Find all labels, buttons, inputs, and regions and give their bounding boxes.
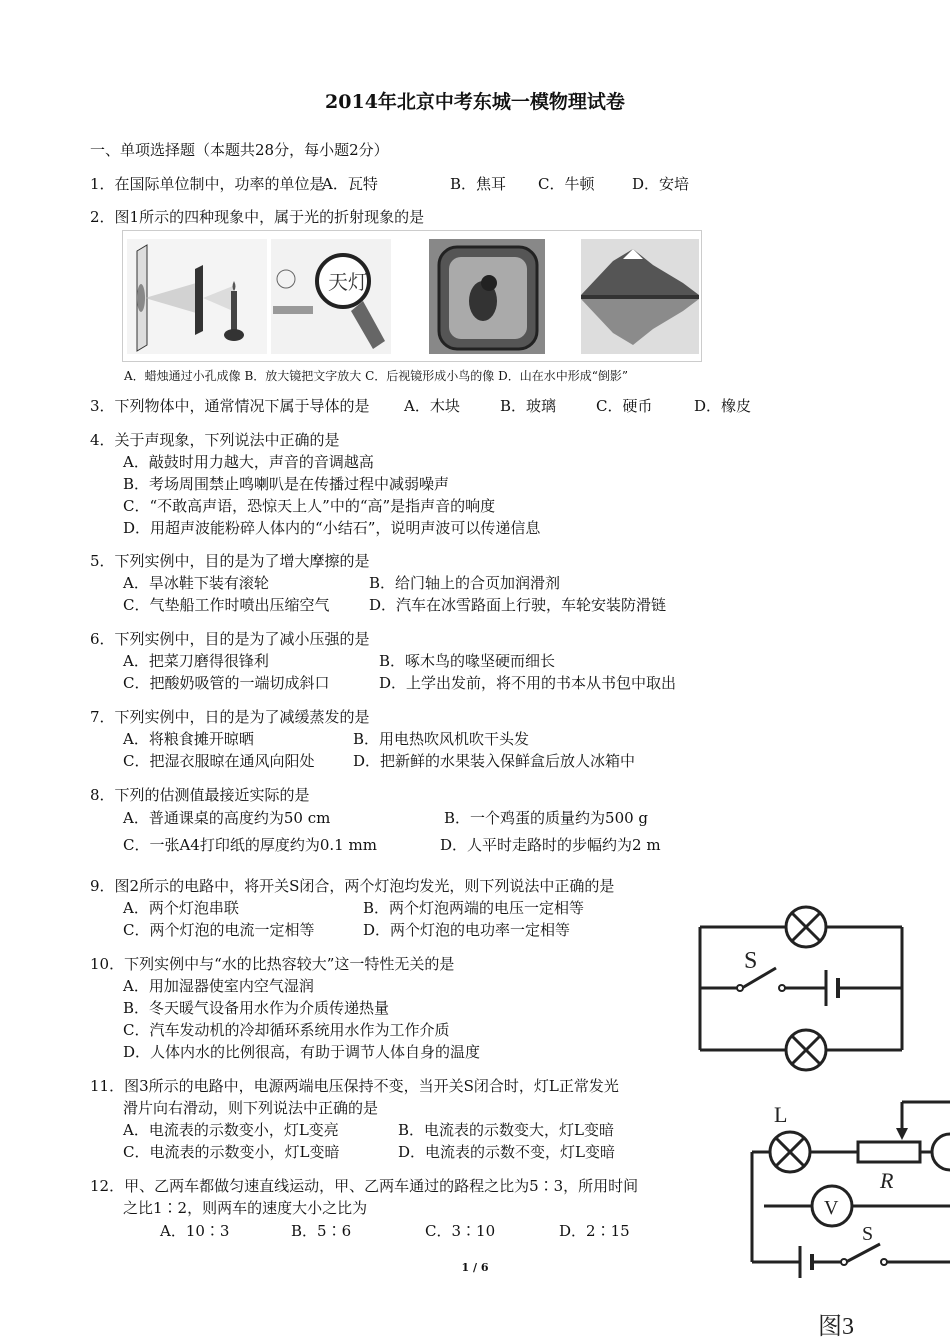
q11-stem-line1: 11．图3所示的电路中，电源两端电压保持不变，当开关S闭合时，灯L正常发光 — [90, 1077, 619, 1095]
q9-option-b: B．两个灯泡两端的电压一定相等 — [363, 899, 585, 917]
q8-option-c: C．一张A4打印纸的厚度约为0.1 mm — [123, 836, 377, 854]
rheostat-icon — [858, 1142, 920, 1162]
q12-stem-line1: 12．甲、乙两车都做匀速直线运动，甲、乙两车通过的路程之比为5∶3，所用时间 — [90, 1177, 639, 1195]
section-heading: 一、单项选择题（本题共28分，每小题2分） — [90, 141, 389, 159]
q9-option-c: C．两个灯泡的电流一定相等 — [123, 921, 315, 939]
q11-stem-line2: 滑片向右滑动，则下列说法中正确的是 — [123, 1099, 379, 1117]
q7-stem: 7．下列实例中，日的是为了减缓蒸发的是 — [90, 708, 370, 726]
q5-option-c: C．气垫船工作时喷出压缩空气 — [123, 596, 330, 614]
q7-option-d: D．把新鲜的水果装入保鲜盒后放人冰箱中 — [353, 752, 636, 770]
figure-2-switch-label: S — [744, 948, 758, 974]
q12-option-d: D．2∶15 — [559, 1222, 630, 1240]
q9-stem: 9．图2所示的电路中，将开关S闭合，两个灯泡均发光，则下列说法中正确的是 — [90, 877, 615, 895]
q4-option-c: C．“不敢高声语，恐惊天上人”中的“高”是指声音的响度 — [123, 497, 496, 515]
q3-option-b: B．玻璃 — [500, 397, 557, 415]
figure-3-meter-label: V — [824, 1197, 839, 1219]
figure-3-lamp-label: L — [774, 1102, 788, 1127]
q1-option-c: C．牛顿 — [538, 175, 595, 193]
q8-stem: 8．下列的估测值最接近实际的是 — [90, 786, 310, 804]
q12-option-a: A．10∶3 — [160, 1222, 230, 1240]
q4-stem: 4．关于声现象，下列说法中正确的是 — [90, 431, 340, 449]
q1-option-b: B．焦耳 — [450, 175, 507, 193]
q6-option-a: A．把菜刀磨得很锋利 — [123, 652, 269, 670]
q8-option-b: B．一个鸡蛋的质量约为500 g — [444, 809, 649, 827]
q12-option-c: C．3∶10 — [425, 1222, 496, 1240]
page-number: 1 / 6 — [461, 1261, 489, 1274]
q4-option-b: B．考场周围禁止鸣喇叭是在传播过程中减弱噪声 — [123, 475, 450, 493]
q5-option-d: D．汽车在冰雪路面上行驶，车轮安装防滑链 — [369, 596, 667, 614]
q6-option-d: D．上学出发前，将不用的书本从书包中取出 — [379, 674, 677, 692]
q3-option-c: C．硬币 — [596, 397, 653, 415]
q1-option-a: A．瓦特 — [322, 175, 378, 193]
q2-stem: 2．图1所示的四种现象中，属于光的折射现象的是 — [90, 208, 425, 226]
pinhole-image-icon — [127, 239, 267, 354]
q3-stem: 3．下列物体中，通常情况下属于导体的是 — [90, 397, 370, 415]
q5-stem: 5．下列实例中，目的是为了增大摩擦的是 — [90, 552, 370, 570]
mirror-image-icon — [429, 239, 545, 354]
figure-3-rheostat-label: R — [880, 1168, 894, 1193]
q5-option-a: A．旱冰鞋下装有滚轮 — [123, 574, 269, 592]
q4-option-a: A．敲鼓时用力越大，声音的音调越高 — [123, 453, 374, 471]
ammeter-icon — [932, 1134, 950, 1170]
q11-option-b: B．电流表的示数变大，灯L变暗 — [398, 1121, 614, 1139]
q8-option-d: D．人平时走路时的步幅约为2 m — [440, 836, 661, 854]
q8-option-a: A．普通课桌的高度约为50 cm — [123, 809, 331, 827]
q6-stem: 6．下列实例中，目的是为了减小压强的是 — [90, 630, 370, 648]
figure-2-circuit — [690, 892, 930, 1072]
magnifier-image-icon — [271, 239, 391, 354]
q10-option-a: A．用加湿器使室内空气湿润 — [123, 977, 314, 995]
q1-stem: 1．在国际单位制中，功率的单位是 — [90, 175, 325, 193]
q12-stem-line2: 之比1∶2，则两车的速度大小之比为 — [123, 1199, 368, 1217]
figure-3-caption: 图3 — [818, 1314, 854, 1340]
figure-1-panel — [122, 230, 702, 362]
mountain-reflection-image-icon — [581, 239, 699, 354]
q10-option-b: B．冬天暖气设备用水作为介质传递热量 — [123, 999, 390, 1017]
q7-option-c: C．把湿衣服晾在通风向阳处 — [123, 752, 315, 770]
q6-option-c: C．把酸奶吸管的一端切成斜口 — [123, 674, 330, 692]
q10-option-c: C．汽车发动机的冷却循环系统用水作为工作介质 — [123, 1021, 450, 1039]
q3-option-a: A．木块 — [404, 397, 460, 415]
figure-3-circuit — [712, 1094, 950, 1344]
q10-stem: 10．下列实例中与“水的比热容较大”这一特性无关的是 — [90, 955, 455, 973]
q11-option-a: A．电流表的示数变小，灯L变亮 — [123, 1121, 339, 1139]
magnifier-text: 天灯 — [328, 270, 368, 294]
q9-option-d: D．两个灯泡的电功率一定相等 — [363, 921, 571, 939]
q4-option-d: D．用超声波能粉碎人体内的“小结石”，说明声波可以传递信息 — [123, 519, 541, 537]
q3-option-d: D．橡皮 — [694, 397, 752, 415]
q11-option-c: C．电流表的示数变小，灯L变暗 — [123, 1143, 340, 1161]
q6-option-b: B．啄木鸟的喙坚硬而细长 — [379, 652, 556, 670]
q10-option-d: D．人体内水的比例很高，有助于调节人体自身的温度 — [123, 1043, 481, 1061]
q7-option-b: B．用电热吹风机吹干头发 — [353, 730, 530, 748]
q9-option-a: A．两个灯泡串联 — [123, 899, 239, 917]
figure-1-images — [123, 231, 701, 361]
q12-option-b: B．5∶6 — [291, 1222, 352, 1240]
figure-1-caption: A．蜡烛通过小孔成像 B．放大镜把文字放大 C．后视镜形成小鸟的像 D．山在水中形成“倒影” — [124, 369, 629, 383]
figure-3-switch-label: S — [862, 1223, 874, 1245]
q11-option-d: D．电流表的示数不变，灯L变暗 — [398, 1143, 615, 1161]
q1-option-d: D．安培 — [632, 175, 690, 193]
q7-option-a: A．将粮食摊开晾晒 — [123, 730, 254, 748]
page-title: 2014年北京中考东城一模物理试卷 — [325, 91, 625, 113]
q5-option-b: B．给门轴上的合页加润滑剂 — [369, 574, 561, 592]
